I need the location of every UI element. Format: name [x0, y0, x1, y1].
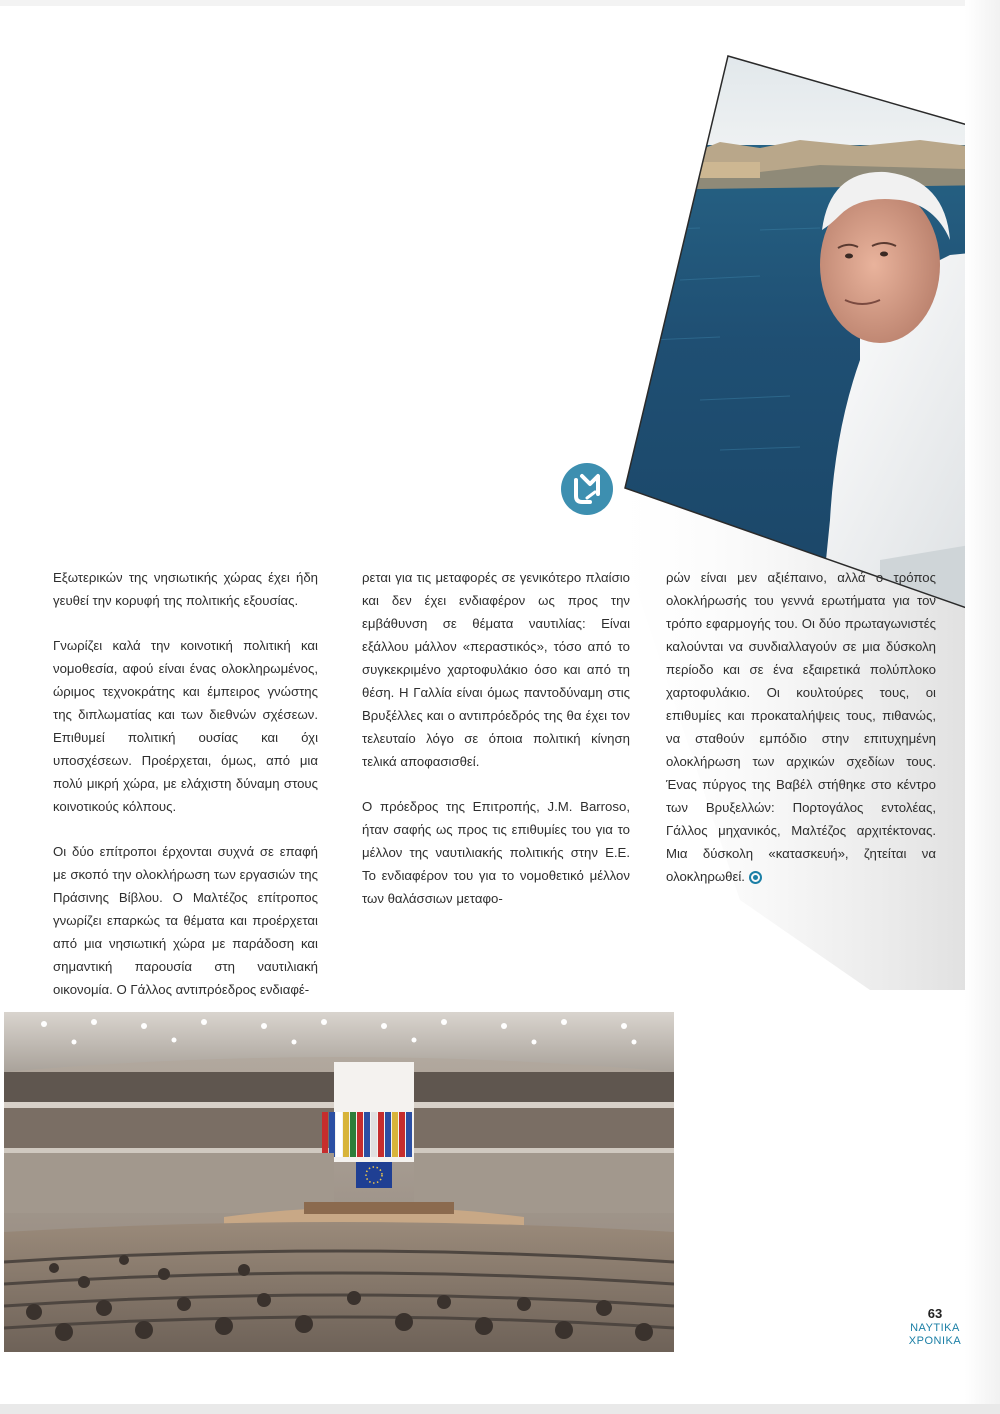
magazine-name-line-1: ΝΑΥΤΙΚΑ — [910, 1322, 960, 1334]
portrait-photo — [0, 0, 1000, 620]
article-column-2 — [362, 566, 630, 932]
magazine-name-line-2: ΧΡΟΝΙΚΑ — [908, 1335, 962, 1347]
col1-paragraph-2: Γνωρίζει καλά την κοινοτική πολιτική και νομοθεσία, αφού είναι ένας ολοκληρωμένος, ώριμος τεχνοκράτης και έμπειρος γνώστης της διπλωματίας και των διεθνών σχέσεων. Επιθυμεί πολιτική ουσίας και όχι υποσχέσεων. Προέρχεται, όμως, από μια πολύ μικρή χώρα, με ελάχιστη δύναμη στους κοινοτικούς κόλπους. — [53, 638, 318, 814]
parliament-chamber-photo — [4, 1012, 674, 1352]
col3-paragraph-1 — [666, 566, 936, 888]
page-edge-bottom — [0, 1404, 1000, 1414]
page-edge-right — [965, 0, 1000, 1414]
folio — [905, 1306, 965, 1348]
end-of-article-icon — [749, 871, 762, 884]
col2-paragraph-2: Ο πρόεδρος της Επιτροπής, J.M. Barroso, ήταν σαφής ως προς τις επιθυμίες του για το μέλλον της ναυτιλιακής πολιτικής στην Ε.Ε. Το ενδιαφέρον του για το νομοθετικό μέλλον των θαλάσσιων μεταφο- — [362, 799, 630, 906]
article-column-3 — [666, 566, 936, 910]
col2-paragraph-1: ρεται για τις μεταφορές σε γενικότερο πλαίσιο και δεν έχει ενδιαφέρον ως προς την εμβάθυνση σε θέματα ναυτιλίας: Είναι εξάλλου μάλλον «περαστικός», τόσο από το συγκεκριμένο χαρτοφυλάκιο όσο και από τη θέση. Η Γαλλία είναι όμως παντοδύναμη στις Βρυξέλλες και ο αντιπρόεδρός της θα έχει τον τελευταίο λόγο σε όποια πολιτική κίνηση τελικά αποφασισθεί. — [362, 570, 630, 769]
col1-paragraph-3: Οι δύο επίτροποι έρχονται συχνά σε επαφή με σκοπό την ολοκλήρωση των εργασιών της Πράσινης Βίβλου. Ο Μαλτέζος επίτροπος γνωρίζει επαρκώς τα θέματα και προέρχεται από μια νησιωτική χώρα με παράδοση και σημαντική παρουσία στη ναυτιλιακή οικονομία. Ο Γάλλος αντιπρόεδρος ενδιαφέ- — [53, 844, 318, 997]
magazine-logo-icon — [560, 462, 614, 516]
page-number: 63 — [927, 1306, 943, 1321]
col3-text: ρών είναι μεν αξιέπαινο, αλλά ο τρόπος ολοκλήρωσής του γεννά ερωτήματα για τον τρόπο εφαρμογής του. Οι δύο πρωταγωνιστές καλούνται να συνδιαλλαγούν σε μια δύσκολη περίοδο και σε ένα εξαιρετικά πολύπλοκο χαρτοφυλάκιο. Οι κουλτούρες τους, οι επιθυμίες και προκαταλήψεις τους, πιθανώς, να σταθούν εμπόδιο στην επιτυχημένη ολοκλήρωση των αρχικών σχεδίων τους. Ένας πύργος της Βαβέλ στήθηκε στο κέντρο των Βρυξελλών: Πορτογάλος εντολέας, Γάλλος μηχανικός, Μαλτέζος αρχιτέκτονας. Μια δύσκολη «κατασκευή», ζητείται να ολοκληρωθεί. — [666, 570, 936, 884]
col1-paragraph-1: Εξωτερικών της νησιωτικής χώρας έχει ήδη γευθεί την κορυφή της πολιτικής εξουσίας. — [53, 570, 318, 608]
article-column-1 — [53, 566, 318, 1023]
